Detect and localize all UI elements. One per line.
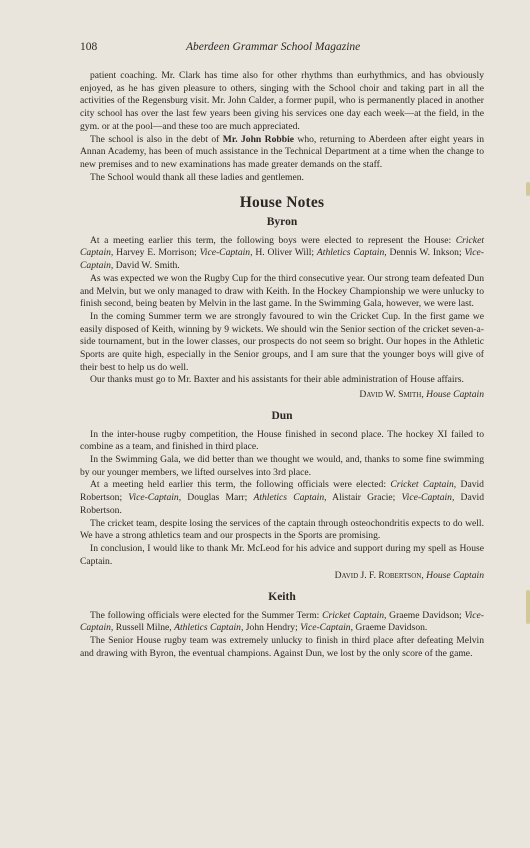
house-captain-signature: David W. Smith, House Captain [359, 389, 484, 401]
house-paragraph: In the coming Summer term we are strongly favoured to win the Cricket Cup. In the first game we easily disposed of Keith, winning by 9 wickets. We should win the Senior section of the cricket seven-a-side tournament, but in the lower classes, our prospects do not seem so bright. Our hopes in the Athletic Sports are quite high, especially in the Senior groups, and I am sure that the younger boys will give of their best to help us do well. [80, 310, 484, 373]
house-title-keith: Keith [268, 591, 296, 604]
page-number: 108 [80, 41, 98, 53]
house-paragraph: Our thanks must go to Mr. Baxter and his assistants for their able administration of House affairs. [90, 374, 464, 386]
staff-name: Mr. John Robbie [222, 133, 294, 145]
page-header [80, 41, 480, 57]
running-title: Aberdeen Grammar School Magazine [186, 41, 361, 53]
intro-paragraph: The School would thank all these ladies and gentlemen. [90, 171, 304, 183]
house-paragraph: The cricket team, despite losing the services of the captain through osteochondritis expects to do well. We have a strong athletics team and our prospects in the Sports are promising. [80, 517, 484, 542]
house-paragraph: The Senior House rugby team was extremely unlucky to finish in third place after defeating Melvin and drawing with Byron, the eventual champions. Against Dun, we lost by the only score of the game. [80, 635, 484, 659]
house-paragraph: The following officials were elected for the Summer Term: Cricket Captain, Graeme Davidson; Vice-Captain, Russell Milne, Athletics Captain, John Hendry; Vice-Captain, Graeme Davidson. [80, 609, 484, 634]
house-paragraph: In conclusion, I would like to thank Mr. McLeod for his advice and support during my spell as House Captain. [80, 542, 484, 567]
article-body [80, 70, 484, 661]
house-paragraph: As was expected we won the Rugby Cup for the third consecutive year. Our strong team defeated Dun and Melvin, but we only managed to draw with Keith. In the Hockey Championship we were unlucky to finish second, being beaten by Melvin in the last game. In the Swimming Gala, however, we were last. [80, 272, 484, 310]
house-paragraph: In the Swimming Gala, we did better than we thought we would, and, thanks to some fine swimming by our younger members, we lifted ourselves into 3rd place. [80, 453, 484, 478]
house-title-dun: Dun [271, 409, 293, 422]
house-paragraph: At a meeting earlier this term, the following boys were elected to represent the House: Cricket Captain, Harvey E. Morrison; Vice-Captain, H. Oliver Will; Athletics Captain, Dennis W. Inkson; Vice-Captain, David W. Smith. [80, 234, 484, 272]
intro-paragraph: patient coaching. Mr. Clark has time also for other rhythms than eurhythmics, and has obviously enjoyed, as he has given pleasure to others, singing with the School choir and taking part in all the activities of the Regensburg visit. Mr. John Calder, a former pupil, who is permanently placed in another city school has over the last few years been giving his services one day each week—at the field, in the gym. or at the pool—and these too are much appreciated. [80, 70, 484, 132]
house-paragraph: In the inter-house rugby competition, the House finished in second place. The hockey XI failed to combine as a team, and finished in third place. [80, 428, 484, 453]
intro-paragraph: The school is also in the debt of Mr. John Robbie who, returning to Aberdeen after eight years in Annan Academy, has been of much assistance in the Technical Department at a time when the change to new premises and to new examinations has made greater demands on the staff. [80, 133, 485, 170]
page-edge-mark [526, 590, 530, 624]
house-paragraph: At a meeting held earlier this term, the following officials were elected: Cricket Captain, David Robertson; Vice-Captain, Douglas Marr; Athletics Captain, Alistair Gracie; Vice-Captain, David Robertson. [80, 479, 484, 516]
house-title-byron: Byron [266, 216, 298, 229]
page-edge-mark [526, 182, 530, 196]
house-captain-signature: David J. F. Robertson, House Captain [334, 570, 484, 582]
section-title: House Notes [239, 194, 325, 212]
